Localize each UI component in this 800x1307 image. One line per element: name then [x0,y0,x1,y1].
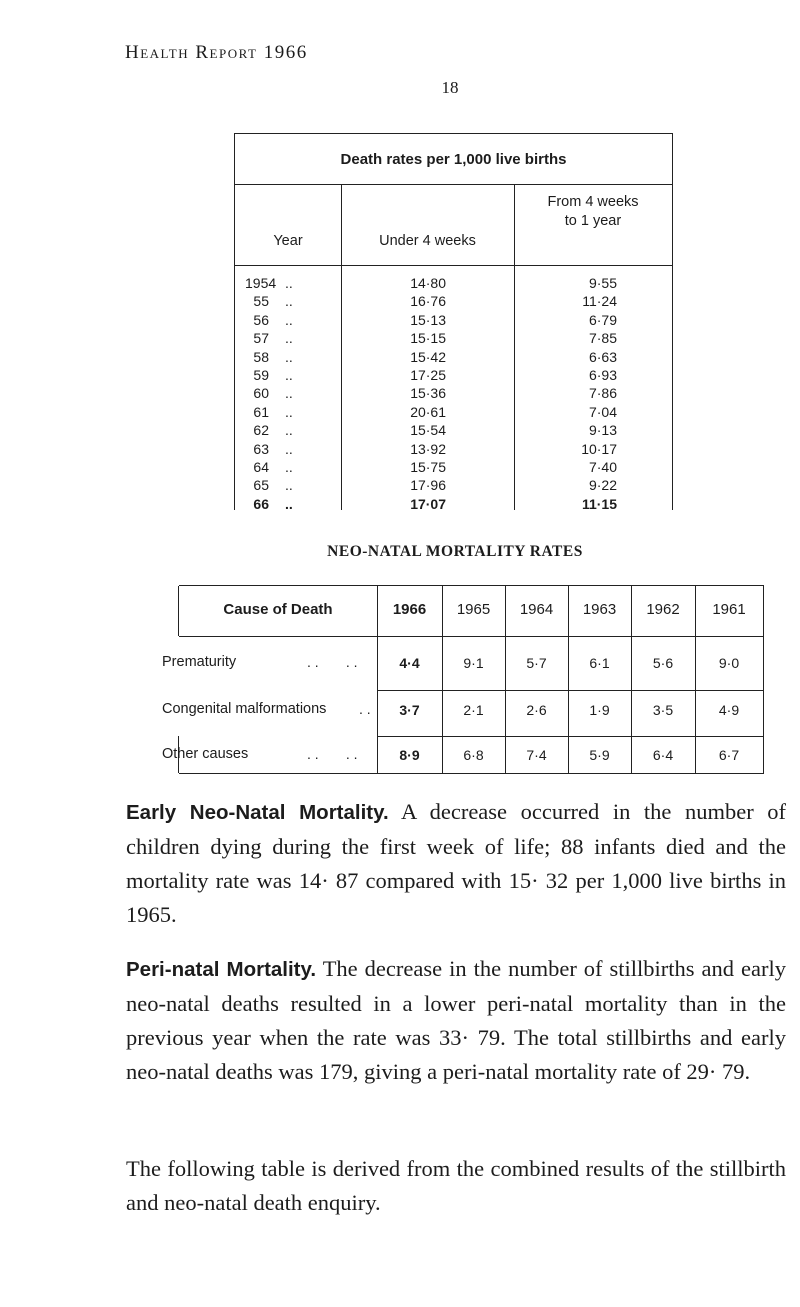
rate-cell: 4·9 [718,702,740,718]
year-cell: 64 [253,459,269,475]
col-header-1964: 1964 [519,601,554,618]
four-weeks-to-1-year-cell: 7·40 [588,459,617,475]
four-weeks-to-1-year-cell: 6·63 [588,348,617,365]
four-weeks-to-1-year-cell: 9·55 [588,275,617,291]
under-4-weeks-cell: 15·75 [410,459,446,475]
year-cell: 56 [253,311,269,328]
col-header-1961: 1961 [712,601,746,618]
table-row [235,312,672,330]
running-header: Health Report 1966 [125,42,308,63]
four-weeks-to-1-year-cell: 6·79 [588,311,617,328]
rate-cell: 8·9 [399,747,420,763]
four-weeks-to-1-year-cell: 7·04 [588,403,617,420]
col-header-under-4-weeks: Under 4 weeks [379,233,476,249]
leader-dots: .. [285,348,293,365]
paragraph-following-table [126,1152,786,1220]
under-4-weeks-cell: 15·54 [410,422,446,439]
paragraph-text: The decrease in the number of stillbirths and early neo-natal deaths resulted in a lower peri-natal mortality than in the previous year when the rate was 33· 79. The total stillbirths and early neo-natal deaths was 179, giving a peri-natal mortality rate of 29· 79. [126,956,787,1084]
table-rule [235,184,672,185]
table-row [235,293,672,311]
rate-cell: 3·7 [399,702,420,718]
under-4-weeks-cell: 15·42 [410,348,446,365]
four-weeks-to-1-year-cell: 10·17 [581,440,617,457]
leader-dots: .. [285,459,293,475]
four-weeks-to-1-year-cell: 9·22 [588,477,617,494]
col-header-1962: 1962 [646,601,680,618]
under-4-weeks-cell: 14·80 [410,275,446,291]
table-row [235,441,672,459]
table-rule [377,736,763,737]
year-cell: 62 [253,422,269,439]
year-cell: 66 [253,495,269,512]
leader-dots: .. [285,330,293,347]
col-header-1963: 1963 [582,601,617,618]
neonatal-table [162,585,764,774]
leader-dots: .. [285,293,293,310]
four-weeks-to-1-year-cell: 7·86 [588,385,617,402]
rate-cell: 9·1 [463,655,484,671]
col-header-line: to 1 year [564,213,622,229]
rate-cell: 5·9 [589,747,610,763]
year-cell: 63 [253,440,269,457]
table-row [235,349,672,367]
col-header-4-weeks-1-year [514,193,672,231]
cause-label: Other causes [162,746,249,762]
neonatal-table-title: NEO-NATAL MORTALITY RATES [327,543,583,560]
cause-label: Prematurity [162,654,237,670]
table-row [235,477,672,495]
year-cell: 59 [253,367,269,383]
paragraph-lead: Peri-natal Mortality. [126,958,317,981]
paragraph-text: The following table is derived from the combined results of the stillbirth and neo-natal death enquiry. [126,1156,786,1215]
leader-dots: .. [285,367,293,383]
four-weeks-to-1-year-cell: 11·15 [581,495,617,512]
year-cell: 58 [253,348,269,365]
under-4-weeks-cell: 13·92 [410,440,446,457]
table-rule [235,265,672,266]
table-row [235,422,672,440]
four-weeks-to-1-year-cell: 9·13 [588,422,617,439]
col-header-cause: Cause of Death [223,601,333,618]
rate-cell: 1·9 [589,702,610,718]
leader-dots: . . [359,701,371,717]
rate-cell: 7·4 [526,747,547,763]
rate-cell: 5·7 [526,655,547,671]
rate-cell: 3·5 [652,702,674,718]
leader-dots: .. [285,385,293,402]
table-rule [377,690,763,691]
rate-cell: 5·6 [652,655,674,671]
year-cell: 55 [253,293,269,310]
under-4-weeks-cell: 17·96 [410,477,446,494]
paragraph-early-neonatal [126,795,786,932]
table-row [235,496,672,514]
table-row [235,275,672,293]
year-cell: 61 [253,403,269,420]
under-4-weeks-cell: 20·61 [410,403,446,420]
rate-cell: 6·8 [463,747,484,763]
page-number: 18 [441,78,459,97]
paragraph-lead: Early Neo-Natal Mortality. [126,801,389,824]
leader-dots: .. [285,440,293,457]
year-cell: 57 [253,330,269,347]
leader-dots: .. [285,311,293,328]
leader-dots: .. [285,495,293,512]
rate-cell: 6·7 [718,747,740,763]
leader-dots: .. [285,422,293,439]
rate-cell: 2·1 [463,702,484,718]
table-row [235,385,672,403]
death-rates-title: Death rates per 1,000 live births [340,151,567,168]
col-header-1965: 1965 [456,601,491,618]
year-cell: 65 [253,477,269,494]
rate-cell: 6·4 [652,747,674,763]
rate-cell: 4·4 [399,655,420,671]
leader-dots: . . . . [307,654,358,670]
four-weeks-to-1-year-cell: 6·93 [588,367,617,383]
leader-dots: .. [285,275,293,291]
col-header-year: Year [273,233,303,249]
under-4-weeks-cell: 15·36 [410,385,446,402]
col-header-1966: 1966 [392,601,427,618]
four-weeks-to-1-year-cell: 11·24 [582,293,617,310]
under-4-weeks-cell: 15·13 [410,311,446,328]
paragraph-text: A decrease occurred in the number of children dying during the first week of life; 88 infants died and the mortality rate was 14· 87 compared with 15· 32 per 1,000 live births in 1965. [126,799,786,927]
death-rates-table [234,133,673,510]
table-row [235,459,672,477]
rate-cell: 2·6 [526,702,547,718]
rate-cell: 6·1 [589,655,610,671]
col-header-line: From 4 weeks [547,194,639,210]
four-weeks-to-1-year-cell: 7·85 [588,330,617,347]
table-row [235,367,672,385]
table-rule [179,636,763,637]
table-row [235,330,672,348]
leader-dots: . . . . [307,746,358,762]
year-cell: 60 [253,385,269,402]
under-4-weeks-cell: 15·15 [410,330,446,347]
under-4-weeks-cell: 17·25 [410,367,446,383]
year-cell: 1954 [245,275,277,291]
under-4-weeks-cell: 17·07 [410,495,446,512]
table-row [235,404,672,422]
leader-dots: .. [285,403,293,420]
paragraph-peri-natal [126,952,786,1089]
leader-dots: .. [285,477,293,494]
rate-cell: 9·0 [718,655,740,671]
under-4-weeks-cell: 16·76 [410,293,446,310]
cause-label: Congenital malformations [162,701,327,717]
